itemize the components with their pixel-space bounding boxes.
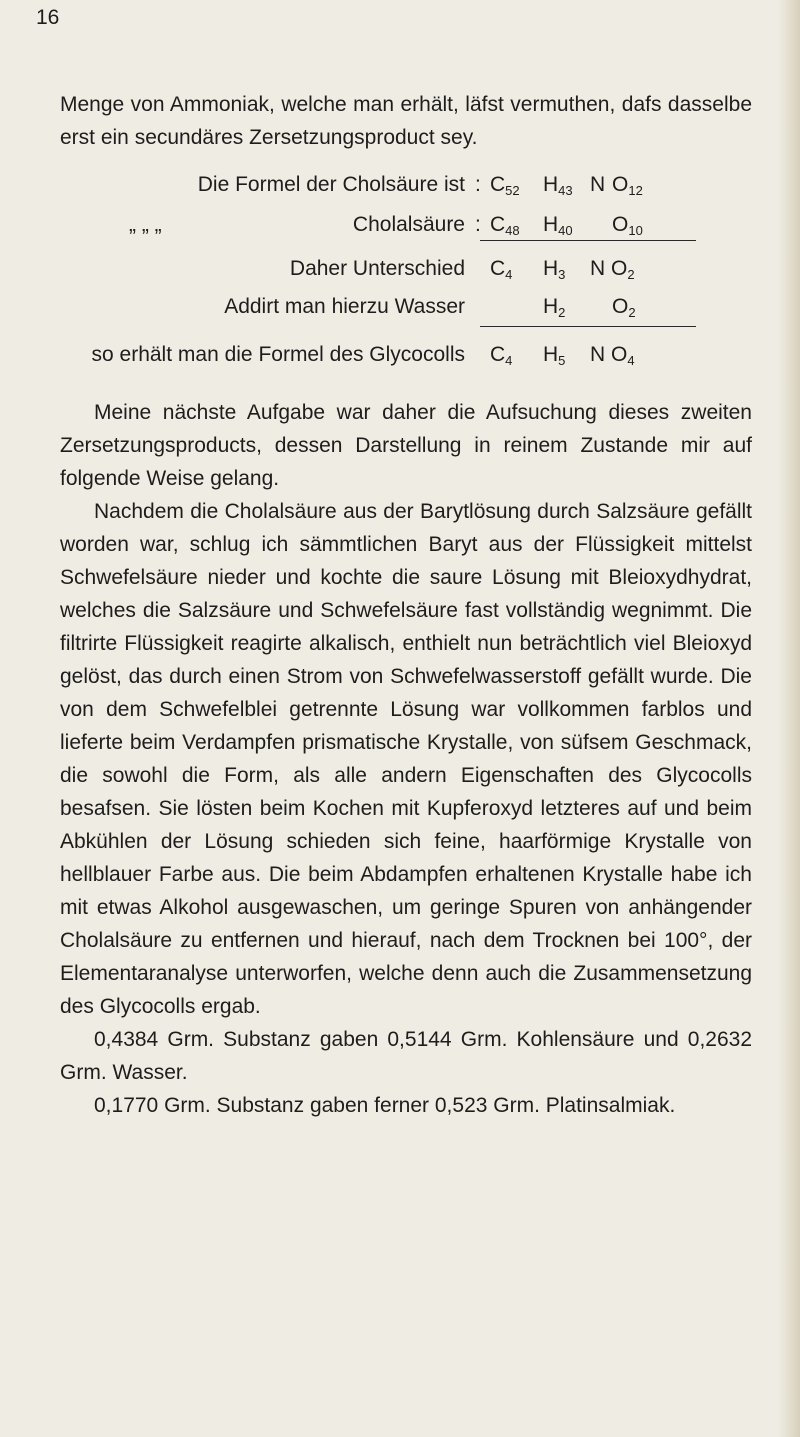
formula-oxygen: $O_{12}$ [612, 173, 643, 198]
formula-nitrogen: N [590, 173, 606, 196]
formula-row-glycocoll [60, 338, 752, 371]
formula-carbon: $C_{52}$ [490, 173, 520, 198]
formula-row-cholsaeure [60, 168, 752, 201]
intro-paragraph: Menge von Ammoniak, welche man erhält, läfst vermuthen, dafs dasselbe erst ein secundäres Zersetzungsproduct sey. [60, 93, 752, 149]
formula-label: Cholalsäure [352, 213, 465, 236]
formula-label: so erhält man die Formel des Glycocolls [91, 343, 465, 366]
formula-oxygen: $O_{10}$ [612, 213, 643, 238]
formula-row-cholalsaeure [60, 208, 752, 241]
formula-hydrogen: $H_5$ [543, 343, 566, 368]
formula-colon: : [475, 173, 481, 196]
paragraph-aufgabe: Meine nächste Aufgabe war daher die Aufsuchung dieses zweiten Zersetzungsproducts, dessen Darstellung in reinem Zustande mir auf folgende Weise gelang. [60, 401, 752, 490]
page-edge-shadow [778, 0, 800, 1437]
paragraph-darstellung: Nachdem die Cholalsäure aus der Barytlösung durch Salzsäure gefällt worden war, schlug ich sämmtlichen Baryt aus der Flüssigkeit mittelst Schwefelsäure nieder und kochte die saure Lösung mit Bleioxydhydrat, welches die Salzsäure und Schwefelsäure fast vollständig wegnimmt. Die filtrirte Flüssigkeit reagirte alkalisch, enthielt nun beträchtlich viel Bleioxyd gelöst, das durch einen Strom von Schwefelwasserstoff gefällt wurde. Die von dem Schwefelblei getrennte Lösung war vollkommen farblos und lieferte beim Verdampfen prismatische Krystalle, von süfsem Geschmack, die sowohl die Form, als alle andern Eigenschaften des Glycocolls besafsen. Sie lösten beim Kochen mit Kupferoxyd letzteres auf und beim Abkühlen der Lösung schieden sich feine, haarförmige Krystalle von hellblauer Farbe aus. Die beim Abdampfen erhaltenen Krystalle habe ich mit etwas Alkohol ausgewaschen, um geringe Spuren von anhängender Cholalsäure zu entfernen und hierauf, nach dem Trocknen bei 100°, der Elementaranalyse unterworfen, welche denn auch die Zusammensetzung des Glycocolls ergab. [60, 500, 752, 1018]
formula-label: Daher Unterschied [289, 257, 465, 280]
page-body [60, 88, 752, 1122]
formula-table [60, 162, 752, 392]
formula-carbon: $C_4$ [490, 257, 513, 282]
formula-label: Die Formel der Cholsäure ist [197, 173, 465, 196]
paragraph-analyse-1: 0,4384 Grm. Substanz gaben 0,5144 Grm. Kohlensäure und 0,2632 Grm. Wasser. [60, 1028, 752, 1084]
formula-label: Addirt man hierzu Wasser [224, 295, 465, 318]
subtraction-rule [480, 240, 696, 241]
ditto-marks: „ „ „ [129, 213, 162, 236]
formula-carbon: $C_4$ [490, 343, 513, 368]
formula-nitrogen-oxygen: N $O_4$ [590, 343, 635, 368]
addition-rule [480, 326, 696, 327]
formula-oxygen: $O_2$ [612, 295, 636, 320]
formula-hydrogen: $H_{40}$ [543, 213, 573, 238]
formula-row-unterschied [60, 252, 752, 285]
paragraph-analyse-2: 0,1770 Grm. Substanz gaben ferner 0,523 Grm. Platinsalmiak. [94, 1094, 676, 1117]
page-number: 16 [36, 6, 60, 29]
formula-hydrogen: $H_3$ [543, 257, 566, 282]
formula-row-wasser [60, 290, 752, 323]
formula-hydrogen: $H_{43}$ [543, 173, 573, 198]
formula-carbon: $C_{48}$ [490, 213, 520, 238]
formula-colon: : [475, 213, 481, 236]
formula-nitrogen-oxygen: N $O_2$ [590, 257, 635, 282]
formula-hydrogen: $H_2$ [543, 295, 566, 320]
